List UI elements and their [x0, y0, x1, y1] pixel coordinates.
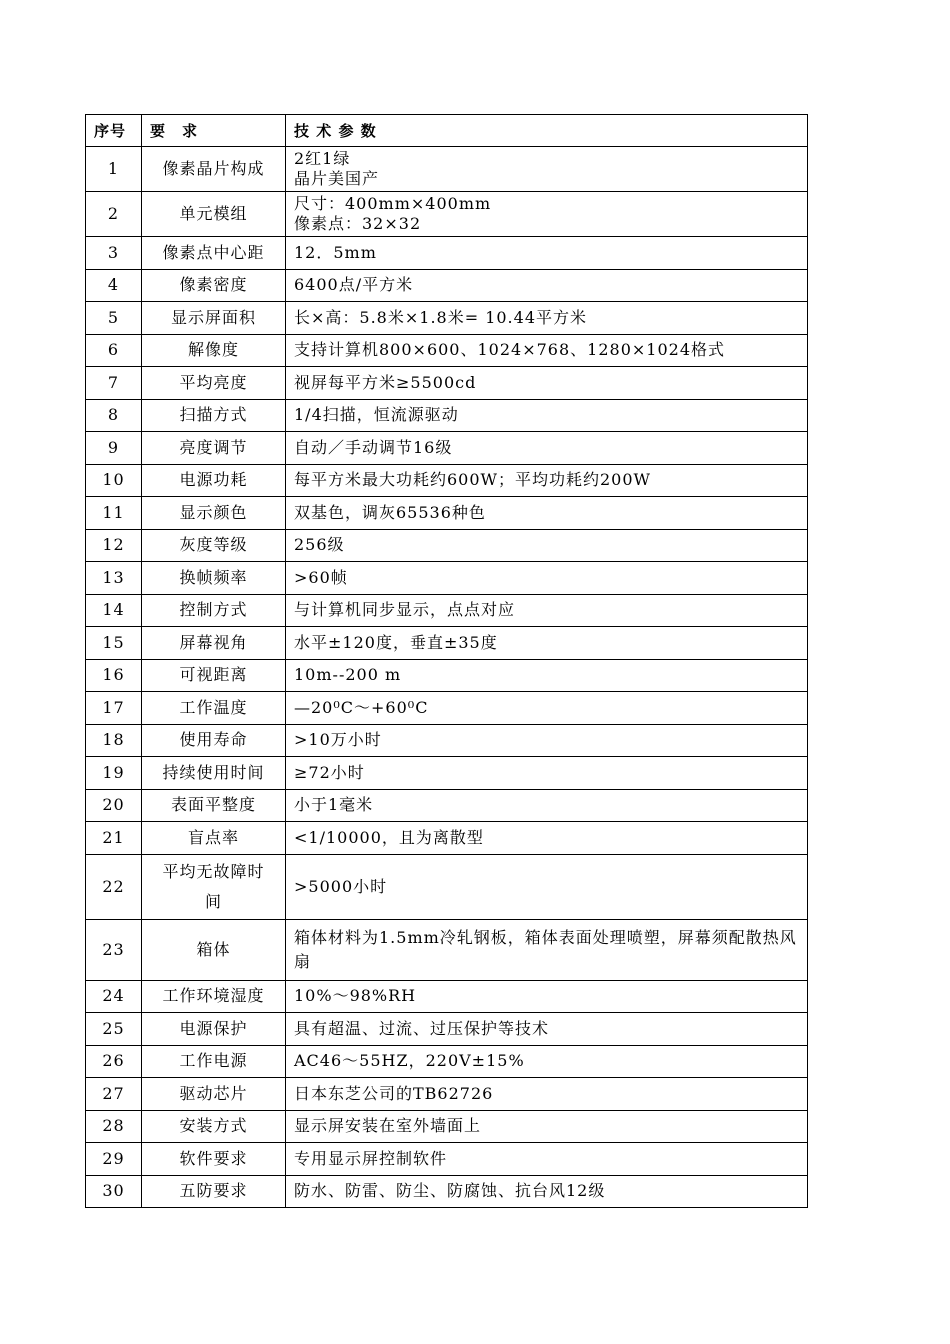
row-requirement: 使用寿命 [142, 724, 286, 757]
row-number: 18 [86, 724, 142, 757]
row-requirement: 五防要求 [142, 1175, 286, 1208]
table-row [86, 497, 808, 530]
row-number: 12 [86, 529, 142, 562]
table-row [86, 692, 808, 725]
row-number: 4 [86, 269, 142, 302]
row-number: 23 [86, 919, 142, 980]
table-row [86, 757, 808, 790]
table-row [86, 529, 808, 562]
parameter-line: 小于1毫米 [294, 795, 374, 815]
table-body [86, 147, 808, 1208]
row-parameters [286, 269, 808, 302]
row-parameters [286, 432, 808, 465]
row-requirement: 驱动芯片 [142, 1078, 286, 1111]
row-number: 10 [86, 464, 142, 497]
row-requirement: 像素晶片构成 [142, 147, 286, 192]
row-parameters [286, 980, 808, 1013]
row-requirement: 屏幕视角 [142, 627, 286, 660]
parameter-line: 自动／手动调节16级 [294, 437, 453, 457]
row-requirement: 箱体 [142, 919, 286, 980]
row-number: 21 [86, 822, 142, 855]
table-row [86, 367, 808, 400]
table-row [86, 980, 808, 1013]
row-requirement: 控制方式 [142, 594, 286, 627]
row-parameters [286, 464, 808, 497]
parameter-line: 尺寸：400mm×400mm [294, 194, 492, 213]
row-parameters [286, 399, 808, 432]
parameter-line: 256级 [294, 535, 345, 555]
row-requirement: 显示颜色 [142, 497, 286, 530]
parameter-line: 支持计算机800×600、1024×768、1280×1024格式 [294, 340, 725, 360]
table-row [86, 594, 808, 627]
row-requirement: 盲点率 [142, 822, 286, 855]
row-requirement: 电源功耗 [142, 464, 286, 497]
row-parameters [286, 192, 808, 237]
row-number: 9 [86, 432, 142, 465]
row-number: 6 [86, 334, 142, 367]
row-number: 15 [86, 627, 142, 660]
row-requirement: 像素点中心距 [142, 237, 286, 270]
row-parameters [286, 147, 808, 192]
table-row [86, 562, 808, 595]
row-parameters [286, 1143, 808, 1176]
header-no: 序号 [86, 115, 142, 147]
row-parameters [286, 854, 808, 919]
row-parameters [286, 237, 808, 270]
row-parameters [286, 822, 808, 855]
spec-table [85, 114, 808, 1208]
row-requirement: 可视距离 [142, 659, 286, 692]
parameter-line: 12．5mm [294, 242, 377, 262]
header-parameters: 技 术 参 数 [286, 115, 808, 147]
row-requirement: 持续使用时间 [142, 757, 286, 790]
table-row [86, 464, 808, 497]
parameter-line: 10m--200 m [294, 665, 402, 685]
row-requirement: 表面平整度 [142, 789, 286, 822]
parameter-line: 视屏每平方米≥5500cd [294, 372, 477, 392]
parameter-line: <1/10000，且为离散型 [294, 827, 484, 847]
row-number: 8 [86, 399, 142, 432]
table-row [86, 237, 808, 270]
table-row [86, 1175, 808, 1208]
row-number: 3 [86, 237, 142, 270]
row-requirement: 换帧频率 [142, 562, 286, 595]
row-parameters [286, 367, 808, 400]
table-row [86, 659, 808, 692]
row-number: 16 [86, 659, 142, 692]
row-parameters [286, 757, 808, 790]
row-requirement: 扫描方式 [142, 399, 286, 432]
parameter-line: 晶片美国产 [294, 169, 380, 188]
row-parameters [286, 1013, 808, 1046]
parameter-line: 长×高：5.8米×1.8米= 10.44平方米 [294, 307, 588, 327]
parameter-line: 每平方米最大功耗约600W；平均功耗约200W [294, 470, 651, 490]
parameter-line: >60帧 [294, 567, 348, 587]
parameter-line: 10%～98%RH [294, 986, 417, 1006]
parameter-line: 与计算机同步显示，点点对应 [294, 600, 516, 620]
row-requirement: 亮度调节 [142, 432, 286, 465]
table-row [86, 432, 808, 465]
row-parameters [286, 789, 808, 822]
row-number: 27 [86, 1078, 142, 1111]
row-number: 19 [86, 757, 142, 790]
parameter-line: —20⁰C～+60⁰C [294, 697, 429, 717]
parameter-line: 水平±120度，垂直±35度 [294, 632, 498, 652]
row-requirement: 软件要求 [142, 1143, 286, 1176]
parameter-line: 防水、防雷、防尘、防腐蚀、抗台风12级 [294, 1181, 606, 1201]
row-requirement: 像素密度 [142, 269, 286, 302]
table-row [86, 192, 808, 237]
parameter-line: 1/4扫描，恒流源驱动 [294, 405, 459, 425]
row-requirement: 单元模组 [142, 192, 286, 237]
row-number: 5 [86, 302, 142, 335]
table-row [86, 919, 808, 980]
table-row [86, 302, 808, 335]
parameter-line: AC46～55HZ，220V±15% [294, 1051, 525, 1071]
parameter-line: 双基色，调灰65536种色 [294, 502, 486, 522]
parameter-line: 2红1绿 [294, 149, 351, 168]
row-number: 13 [86, 562, 142, 595]
row-requirement: 电源保护 [142, 1013, 286, 1046]
row-number: 1 [86, 147, 142, 192]
row-number: 20 [86, 789, 142, 822]
row-parameters [286, 497, 808, 530]
parameter-line: 像素点：32×32 [294, 214, 422, 233]
row-number: 28 [86, 1110, 142, 1143]
row-requirement: 平均无故障时间 [142, 854, 286, 919]
table-row [86, 1143, 808, 1176]
row-parameters [286, 529, 808, 562]
row-parameters [286, 627, 808, 660]
row-parameters [286, 562, 808, 595]
parameter-line: 日本东芝公司的TB62726 [294, 1083, 494, 1103]
parameter-line: >5000小时 [294, 876, 388, 896]
row-parameters [286, 1175, 808, 1208]
row-parameters [286, 919, 808, 980]
parameter-line: 6400点/平方米 [294, 275, 414, 295]
row-number: 30 [86, 1175, 142, 1208]
row-number: 25 [86, 1013, 142, 1046]
row-number: 26 [86, 1045, 142, 1078]
parameter-line: 箱体材料为1.5mm冷轧钢板，箱体表面处理喷塑，屏幕须配散热风扇 [294, 927, 797, 971]
row-requirement: 显示屏面积 [142, 302, 286, 335]
parameter-line: 显示屏安装在室外墙面上 [294, 1116, 482, 1136]
table-header-row [86, 115, 808, 147]
row-number: 24 [86, 980, 142, 1013]
table-row [86, 854, 808, 919]
row-parameters [286, 302, 808, 335]
row-requirement: 工作环境湿度 [142, 980, 286, 1013]
row-parameters [286, 1045, 808, 1078]
parameter-line: ≥72小时 [294, 762, 365, 782]
table-row [86, 334, 808, 367]
row-number: 11 [86, 497, 142, 530]
row-number: 22 [86, 854, 142, 919]
parameter-line: 具有超温、过流、过压保护等技术 [294, 1018, 550, 1038]
parameter-line: >10万小时 [294, 730, 382, 750]
row-requirement: 解像度 [142, 334, 286, 367]
table-row [86, 1045, 808, 1078]
row-number: 29 [86, 1143, 142, 1176]
table-row [86, 627, 808, 660]
row-parameters [286, 1078, 808, 1111]
table-row [86, 147, 808, 192]
row-parameters [286, 659, 808, 692]
row-parameters [286, 594, 808, 627]
header-requirement: 要 求 [142, 115, 286, 147]
row-requirement: 平均亮度 [142, 367, 286, 400]
row-parameters [286, 1110, 808, 1143]
row-parameters [286, 724, 808, 757]
table-row [86, 789, 808, 822]
table-row [86, 1110, 808, 1143]
row-parameters [286, 692, 808, 725]
row-requirement: 工作温度 [142, 692, 286, 725]
table-row [86, 1013, 808, 1046]
row-requirement: 安装方式 [142, 1110, 286, 1143]
table-row [86, 1078, 808, 1111]
row-number: 2 [86, 192, 142, 237]
row-parameters [286, 334, 808, 367]
table-row [86, 724, 808, 757]
row-number: 7 [86, 367, 142, 400]
table-row [86, 399, 808, 432]
row-number: 14 [86, 594, 142, 627]
parameter-line: 专用显示屏控制软件 [294, 1148, 448, 1168]
row-number: 17 [86, 692, 142, 725]
table-row [86, 269, 808, 302]
table-row [86, 822, 808, 855]
row-requirement: 灰度等级 [142, 529, 286, 562]
row-requirement: 工作电源 [142, 1045, 286, 1078]
